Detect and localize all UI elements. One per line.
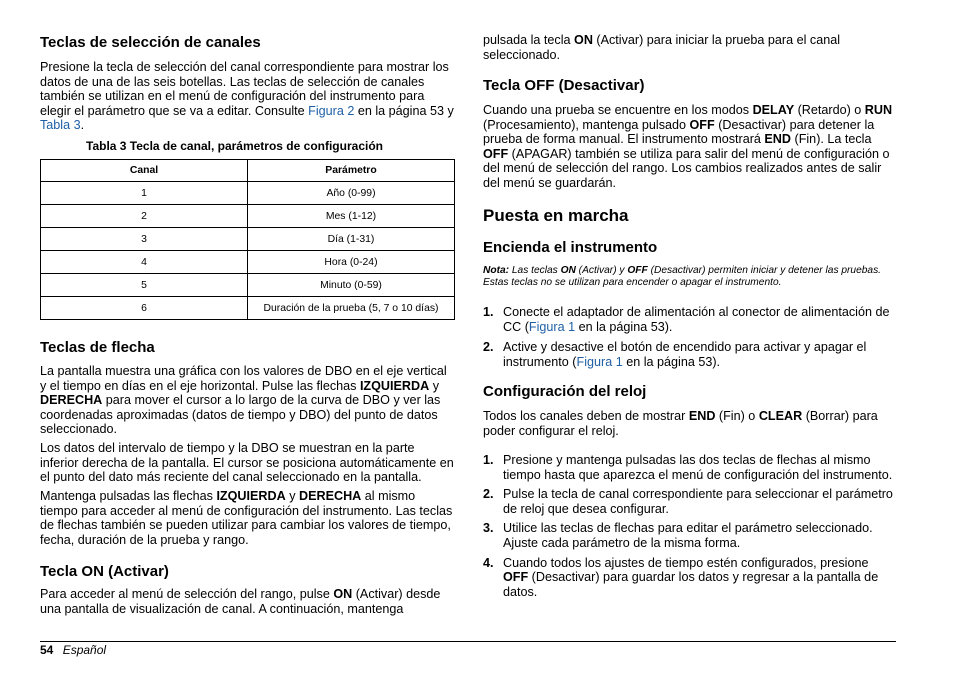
link-table-3[interactable]: Tabla 3 — [40, 118, 81, 133]
paragraph-arrow-keys-2: Los datos del intervalo de tiempo y la DBO se muestran en la parte inferior derecha de la pantalla. El cursor se posiciona automáticamente en el punto del dato más reciente del canal seleccionado en la pantalla. — [40, 441, 454, 485]
footer-language: Español — [62, 643, 107, 657]
power-on-steps — [483, 305, 895, 369]
heading-power-on: Encienda el instrumento — [483, 239, 658, 256]
table-row: 3 Día (1-31) — [41, 228, 455, 251]
link-figure-1[interactable]: Figura 1 — [576, 354, 623, 369]
footer-divider — [40, 641, 896, 642]
table-row: 6 Duración de la prueba (5, 7 o 10 días) — [41, 297, 455, 320]
list-item: 3. Utilice las teclas de flechas para editar el parámetro seleccionado. Ajuste cada parámetro de la misma forma. — [483, 521, 873, 550]
heading-off-key: Tecla OFF (Desactivar) — [483, 77, 645, 94]
list-item: 1. Conecte el adaptador de alimentación al conector de alimentación de CC (Figura 1 en la página 53). — [483, 305, 890, 334]
list-item: 2. Pulse la tecla de canal correspondiente para seleccionar el parámetro de reloj que desea configurar. — [483, 487, 893, 516]
link-figure-1[interactable]: Figura 1 — [528, 319, 576, 334]
paragraph-off-key: Cuando una prueba se encuentre en los modos DELAY (Retardo) o RUN (Procesamiento), mantenga pulsado OFF (Desactivar) para detener la prueba de forma manual. El instrumento mostrará END (Fin). La tecla OFF (APAGAR) también se utiliza para salir del menú de configuración o del menú de selección del rango. Los cambios realizados antes de salir del menú se guardarán. — [483, 103, 893, 190]
heading-channel-keys: Teclas de selección de canales — [40, 34, 261, 51]
list-item: 1. Presione y mantenga pulsadas las dos teclas de flechas al mismo tiempo hasta que aparezca el menú de configuración del instrumento. — [483, 453, 893, 482]
channel-parameter-table — [40, 159, 455, 320]
heading-startup: Puesta en marcha — [483, 206, 629, 225]
paragraph-on-key: Para acceder al menú de selección del rango, pulse ON (Activar) desde una pantalla de visualización de canal. A continuación, mantenga — [40, 587, 441, 616]
paragraph-arrow-keys-3: Mantenga pulsadas las flechas IZQUIERDA y DERECHA al mismo tiempo para acceder al menú de configuración del instrumento. Las teclas de flechas también se pueden utilizar para cambiar los valores de tiempo, fecha, duración de la prueba y rango. — [40, 489, 453, 547]
table-row: 5 Minuto (0-59) — [41, 274, 455, 297]
table-row: 2 Mes (1-12) — [41, 205, 455, 228]
paragraph-arrow-keys-1: La pantalla muestra una gráfica con los valores de DBO en el eje vertical y el tiempo en días en el eje horizontal. Pulse las flechas IZQUIERDA y DERECHA para mover el cursor a lo largo de la curva de DBO y ver las coordenadas aproximadas (datos de tiempo y DBO) del punto de datos seleccionado. — [40, 364, 447, 437]
table-row: 1 Año (0-99) — [41, 182, 455, 205]
link-figure-2[interactable]: Figura 2 — [308, 103, 355, 118]
list-item: 4. Cuando todos los ajustes de tiempo estén configurados, presione OFF (Desactivar) para guardar los datos y regresar a la pantalla de datos. — [483, 555, 879, 599]
paragraph-on-key-continued: pulsada la tecla ON (Activar) para iniciar la prueba para el canal seleccionado. — [483, 33, 841, 62]
table-header-parameter: Parámetro — [248, 160, 455, 182]
paragraph-channel-keys: Presione la tecla de selección del canal correspondiente para mostrar los datos de una de las seis botellas. Las teclas de selección de canales también se utilizan en el menú de configuración del instrumento para elegir el parámetro que se va a editar. Consulte Figura 2 en la página 53 y Tabla 3. — [40, 60, 454, 133]
page-footer — [40, 643, 106, 657]
heading-arrow-keys: Teclas de flecha — [40, 339, 155, 356]
list-item: 2. Active y desactive el botón de encendido para activar y apagar el instrumento (Figura 1 en la página 53). — [483, 340, 867, 369]
heading-on-key: Tecla ON (Activar) — [40, 563, 169, 580]
table-header-channel: Canal — [41, 160, 248, 182]
table-row: 4 Hora (0-24) — [41, 251, 455, 274]
table-caption: Tabla 3 Tecla de canal, parámetros de configuración — [86, 139, 383, 153]
note-on-off: Nota: Las teclas ON (Activar) y OFF (Desactivar) permiten iniciar y detener las pruebas. Estas teclas no se utilizan para encender o apagar el instrumento. — [483, 265, 882, 289]
page-number: 54 — [40, 643, 54, 657]
heading-clock-config: Configuración del reloj — [483, 383, 647, 400]
clock-steps — [483, 453, 895, 599]
paragraph-clock-config: Todos los canales deben de mostrar END (Fin) o CLEAR (Borrar) para poder configurar el reloj. — [483, 409, 878, 438]
